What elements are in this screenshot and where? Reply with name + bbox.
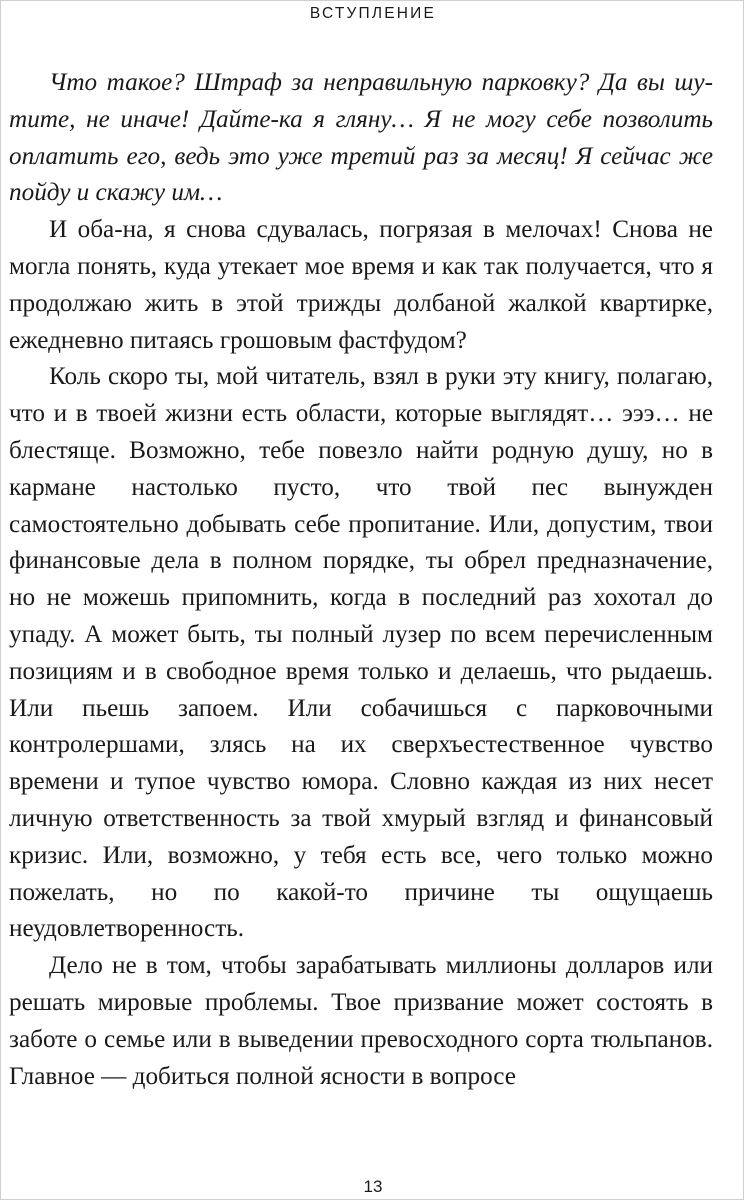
paragraph: Дело не в том, чтобы зарабатывать миллионы долларов или решать мировые проблемы. Твое призвание может состоять в заботе о семье или в выведении превосходного сорта тюльпанов. Главное — добиться полной ясности в вопросе bbox=[9, 952, 713, 1090]
running-head: ВСТУПЛЕНИЕ bbox=[309, 5, 437, 22]
paragraph: И оба-на, я снова сдувалась, погрязая в мелочах! Снова не могла понять, куда утекает мое время и как так получается, что я продолжаю жить в этой трижды долбаной жалкой квартирке, ежедневно питаясь грошовым фастфудом? bbox=[9, 216, 713, 354]
paragraph-italic-intro: Что такое? Штраф за неправильную парковку? Да вы шутите, не иначе! Дайте-ка я гляну… Я не могу себе позволить оплатить его, ведь это уже третий раз за месяц! Я сейчас же пойду и скажу им… bbox=[9, 69, 713, 207]
page-number: 13 bbox=[363, 1177, 383, 1196]
body-text bbox=[9, 65, 713, 1095]
paragraph: Коль скоро ты, мой читатель, взял в руки эту книгу, полагаю, что и в твоей жизни есть области, которые выглядят… эээ… не блестяще. Возможно, тебе повезло найти родную душу, но в кармане настолько пусто, что твой пес вынужден самостоятельно добывать себе пропитание. Или, допустим, твои финансовые дела в полном порядке, ты обрел предназначение, но не можешь припомнить, когда в последний раз хохотал до упаду. А может быть, ты полный лузер по всем перечисленным позициям и в свободное время только и делаешь, что рыдаешь. Или пьешь запоем. Или собачишься с парковочными контролершами, злясь на их сверхъестественное чувство времени и тупое чувство юмора. Словно каждая из них несет личную ответственность за твой хмурый взгляд и финансовый кризис. Или, возможно, у тебя есть все, чего только можно пожелать, но по какой-то причине ты ощущаешь неудовлетворенность. bbox=[9, 363, 713, 943]
